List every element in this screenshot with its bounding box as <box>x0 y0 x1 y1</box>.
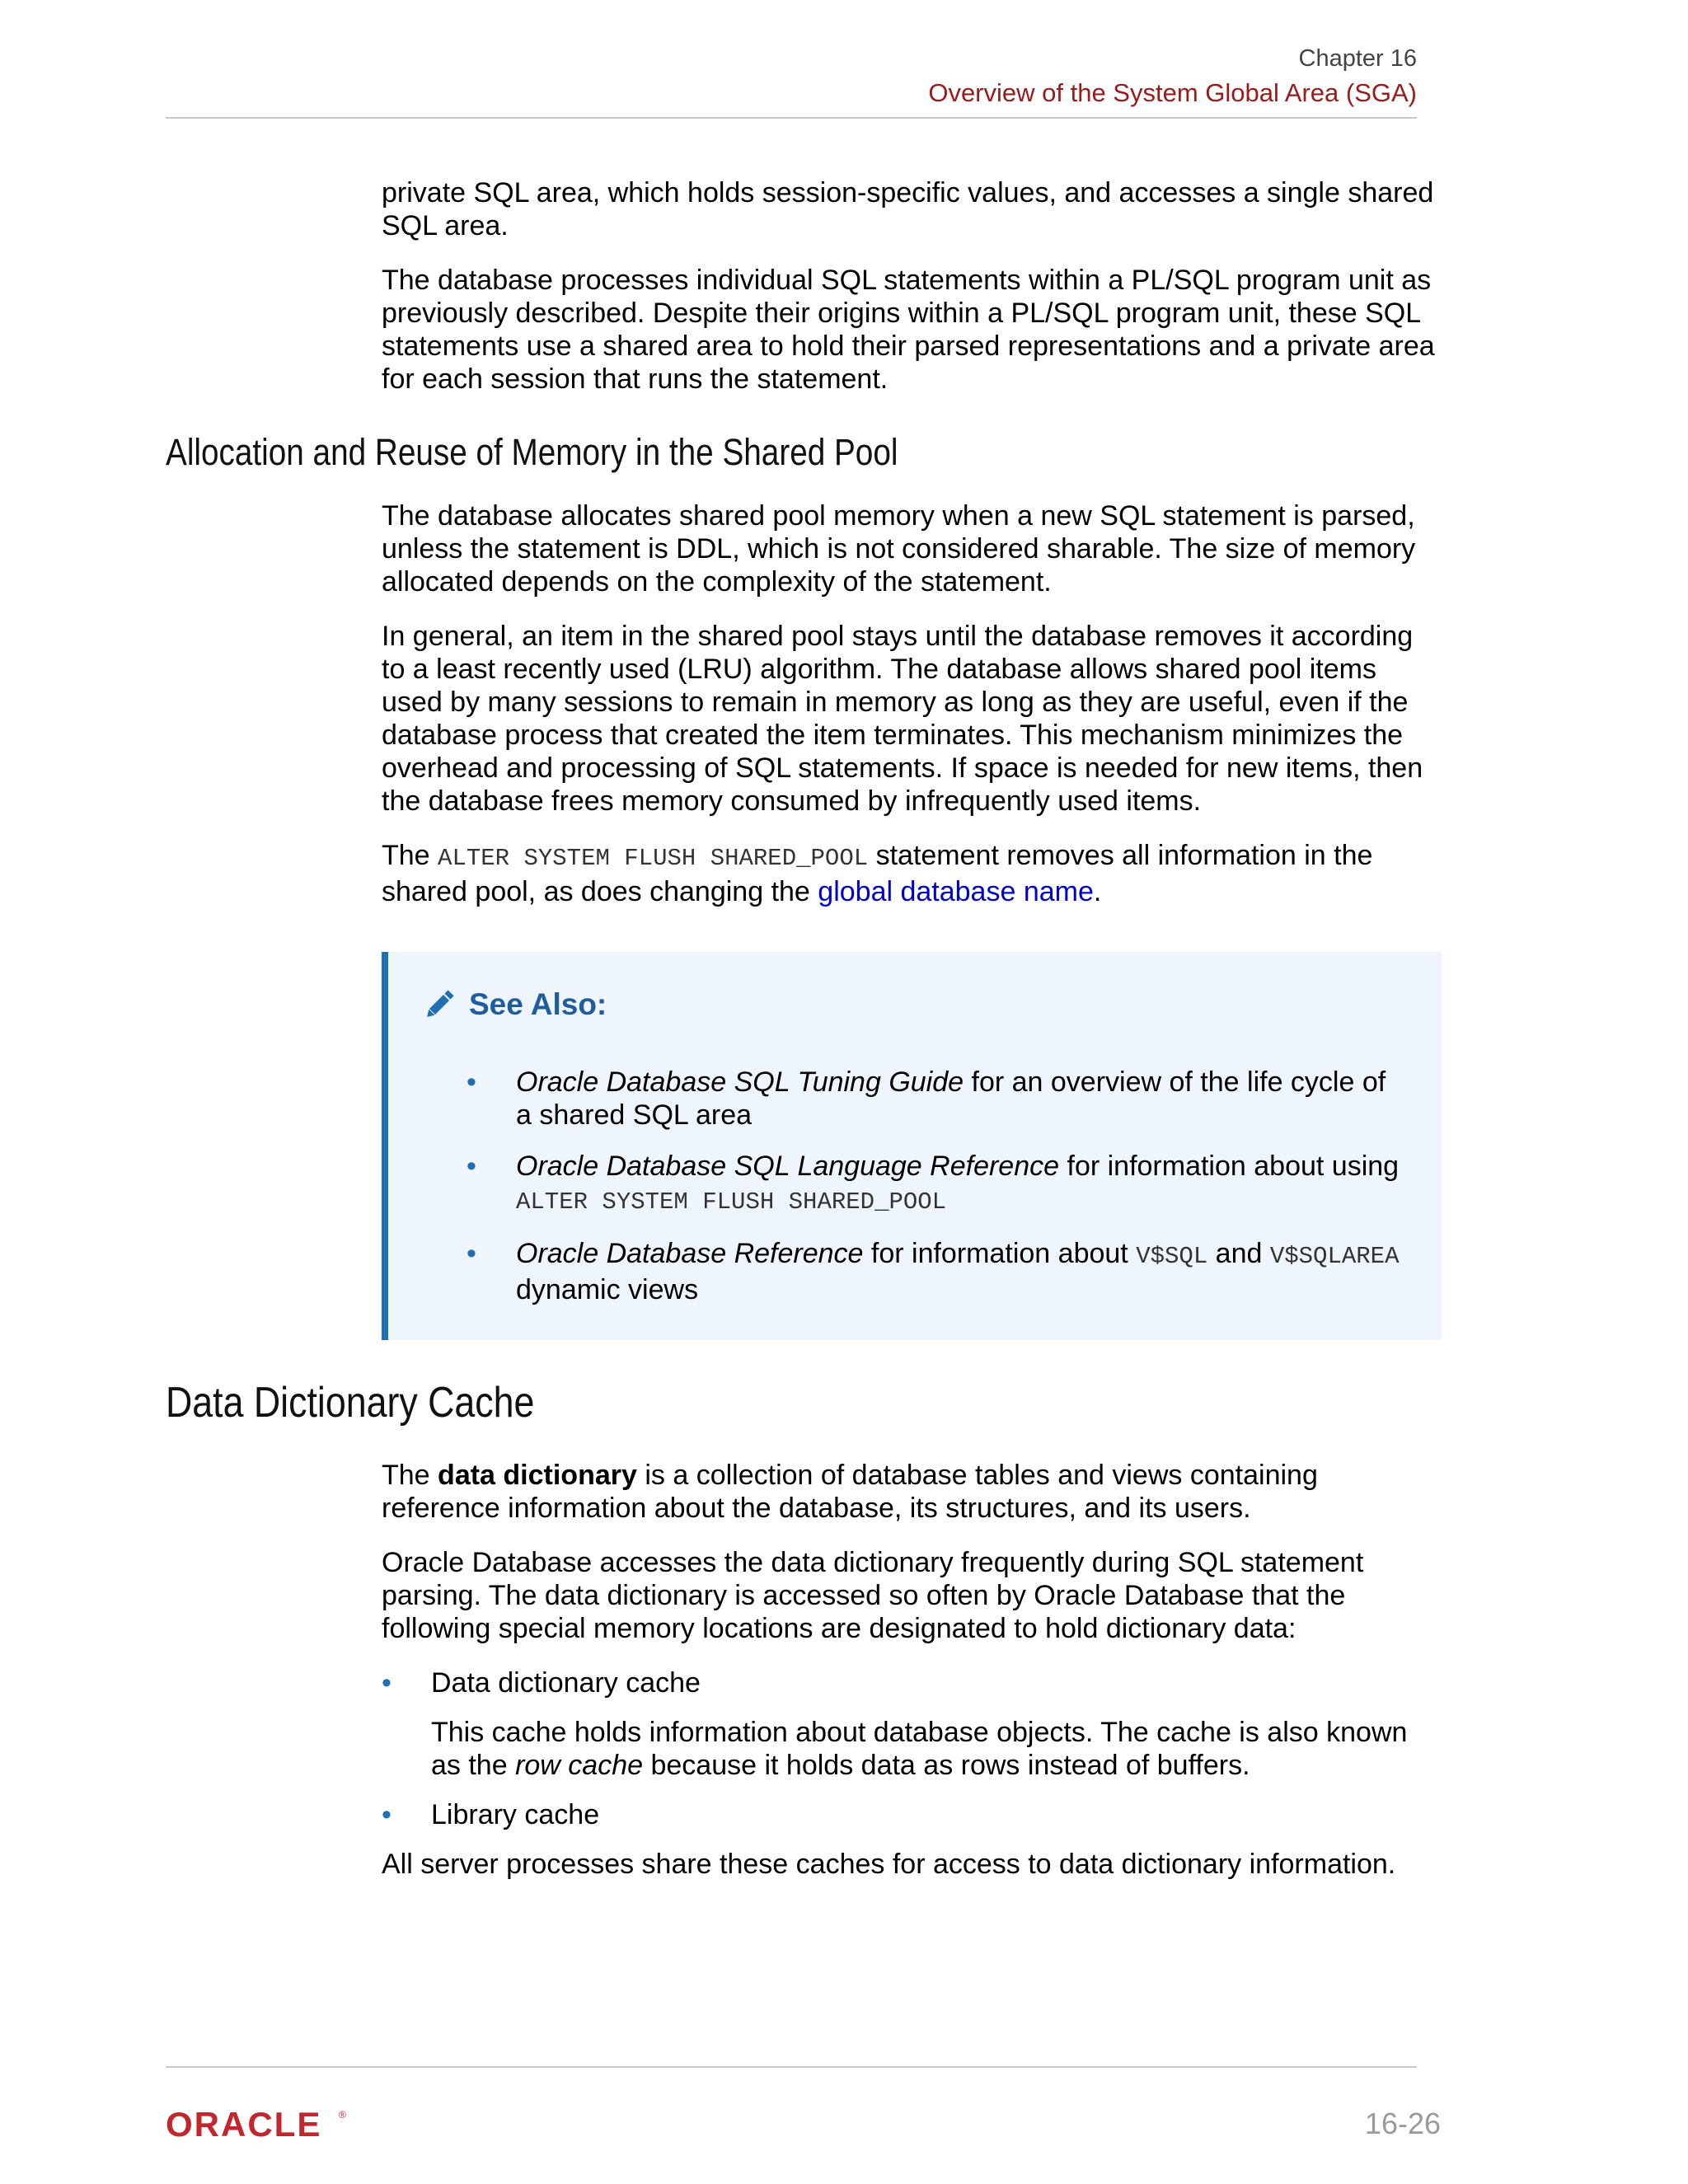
bullet-description <box>431 1716 1437 1782</box>
shared-pool-block <box>382 499 1437 908</box>
text-run: for information about using <box>1059 1151 1400 1182</box>
intro-paragraph-2: The database processes individual SQL statements within a PL/SQL program unit as previously described. Despite their origins within a PL/SQL program unit, these SQL statements use a shared area to hold their parsed representations and a private area for each session that runs the statement. <box>382 265 1435 395</box>
text-run: for information about <box>863 1238 1137 1269</box>
page-number: 16-26 <box>1364 2107 1441 2140</box>
shared-pool-paragraph-3 <box>382 839 1437 908</box>
dd-paragraph-3: All server processes share these caches for access to data dictionary information. <box>382 1849 1396 1880</box>
doc-title-link[interactable]: Oracle Database SQL Language Reference <box>516 1151 1060 1182</box>
header-rule <box>166 117 1417 119</box>
running-header <box>928 41 1417 110</box>
intro-paragraph-1: private SQL area, which holds session-specific values, and accesses a single shared SQL area. <box>382 177 1434 241</box>
bullet-label: Data dictionary cache <box>431 1667 701 1699</box>
see-also-item <box>467 1150 1406 1219</box>
bullet-icon: • <box>467 1238 476 1269</box>
chapter-label: Chapter 16 <box>1298 45 1417 72</box>
svg-text:®: ® <box>339 2109 346 2121</box>
pencil-icon <box>421 987 457 1023</box>
see-also-title: See Also: <box>469 987 607 1021</box>
see-also-item <box>467 1066 1406 1132</box>
text-run: and <box>1207 1238 1270 1269</box>
dd-bullet-list <box>382 1666 1437 1831</box>
intro-block <box>382 176 1437 396</box>
text-run: for an overview of the life cycle of a shared SQL area <box>516 1066 1386 1131</box>
bold-term: data dictionary <box>438 1460 637 1491</box>
svg-text:ORACLE: ORACLE <box>166 2107 322 2141</box>
list-item <box>382 1666 1437 1782</box>
section-heading-data-dictionary-cache: Data Dictionary Cache <box>166 1379 535 1427</box>
text-run: dynamic views <box>516 1274 699 1305</box>
bullet-icon: • <box>382 1799 392 1830</box>
bullet-icon: • <box>382 1667 392 1699</box>
list-item <box>382 1798 1437 1831</box>
see-also-box <box>382 952 1442 1340</box>
text-run: . <box>1093 876 1102 907</box>
shared-pool-paragraph-1: The database allocates shared pool memory when a new SQL statement is parsed, unless the statement is DDL, which is not considered sharable. The size of memory allocated depends on the complexity of the statement. <box>382 500 1416 598</box>
see-also-item <box>467 1237 1406 1306</box>
oracle-logo <box>166 2107 355 2141</box>
doc-title-link[interactable]: Oracle Database Reference <box>516 1238 864 1269</box>
text-run: statement removes all information in the shared pool, as does changing the <box>382 840 1373 907</box>
bullet-icon: • <box>467 1066 476 1098</box>
text-run: This cache holds information about database objects. The cache is also known as the <box>431 1717 1408 1781</box>
dd-paragraph-2: Oracle Database accesses the data dictionary frequently during SQL statement parsing. The data dictionary is accessed so often by Oracle Database that the following special memory locations are designated to hold dictionary data: <box>382 1547 1364 1644</box>
dd-paragraph-1 <box>382 1459 1437 1525</box>
text-run: because it holds data as rows instead of buffers. <box>643 1750 1250 1781</box>
footer-rule <box>166 2066 1417 2068</box>
code-alter-system: ALTER SYSTEM FLUSH SHARED_POOL <box>438 845 869 872</box>
bullet-label: Library cache <box>431 1799 600 1830</box>
shared-pool-paragraph-2: In general, an item in the shared pool stays until the database removes it according to a least recently used (LRU) algorithm. The database allows shared pool items used by many sessions to remain in memory as long as they are useful, even if the database process that created the item terminates. This mechanism minimizes the overhead and processing of SQL statements. If space is needed for new items, then the database frees memory consumed by infrequently used items. <box>382 621 1423 817</box>
data-dictionary-block <box>382 1459 1437 1881</box>
text-run: The <box>382 840 438 871</box>
doc-title-link[interactable]: Oracle Database SQL Tuning Guide <box>516 1066 964 1098</box>
code-vsqlarea: V$SQLAREA <box>1269 1243 1400 1270</box>
code-alter-system: ALTER SYSTEM FLUSH SHARED_POOL <box>516 1188 947 1216</box>
section-heading-shared-pool: Allocation and Reuse of Memory in the Shared Pool <box>166 431 898 473</box>
see-also-header <box>421 987 607 1023</box>
global-database-name-link[interactable]: global database name <box>818 876 1094 907</box>
see-also-list <box>467 1066 1406 1324</box>
code-vsql: V$SQL <box>1136 1243 1208 1270</box>
italic-term: row cache <box>515 1750 644 1781</box>
text-run: The <box>382 1460 438 1491</box>
bullet-icon: • <box>467 1151 476 1182</box>
chapter-title: Overview of the System Global Area (SGA) <box>928 78 1417 107</box>
text-run: is a collection of database tables and views containing reference information about the database, its structures, and its users. <box>382 1460 1318 1524</box>
